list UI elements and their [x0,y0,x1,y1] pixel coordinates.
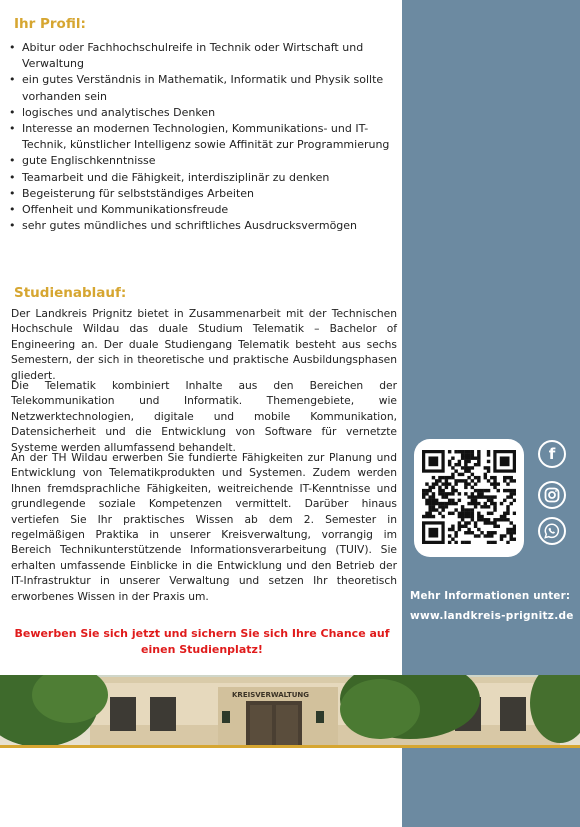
building-photo [0,675,580,745]
whatsapp-icon[interactable] [538,517,566,545]
profile-list [8,40,393,234]
list-item: • Interesse an modernen Technologien, Kommunikations- und IT-Technik, künstlicher Intelligenz sowie Affinität zur Programmierung [8,121,393,153]
instagram-icon[interactable] [538,481,566,509]
more-info-label: Mehr Informationen unter: [410,590,571,602]
list-item: • ein gutes Verständnis in Mathematik, Informatik und Physik sollte vorhanden sein [8,72,393,104]
studies-paragraph: An der TH Wildau erwerben Sie fundierte Fähigkeiten zur Planung und Entwicklung von Telematikprodukten und Systemen. Zudem werden Ihnen fremdsprachliche Fähigkeiten, weitreichende IT-Kenntnisse und grundlegende soziale Kompetenzen vermittelt. Darüber hinaus vertiefen Sie Ihr praktisches Wissen ab dem 2. Semester in regelmäßigen Praktika in unserer Kreisverwaltung, vorrangig im Bereich Technikunterstützende Informationsverarbeitung (TUIV). Sie erhalten umfassende Einblicke in die Entwicklung und den Betrieb der IT-Infrastruktur in unserer Verwaltung und setzen Ihr theoretisch erworbenes Wissen in der Praxis um. [11,451,397,603]
studies-heading: Studienablauf: [14,285,127,301]
cta-line: Bewerben Sie sich jetzt und sichern Sie sich Ihre Chance auf [14,627,390,640]
instagram-glyph [544,487,560,503]
list-item: • Offenheit und Kommunikationsfreude [8,202,393,218]
cta-line: einen Studienplatz! [141,643,263,656]
list-item: • Teamarbeit und die Fähigkeit, interdisziplinär zu denken [8,170,393,186]
list-item: • sehr gutes mündliches und schriftliches Ausdrucksvermögen [8,218,393,234]
qr-code-card[interactable] [414,439,524,557]
qr-code-icon[interactable] [422,450,516,544]
list-item: • logisches und analytisches Denken [8,105,393,121]
list-item: • Abitur oder Fachhochschulreife in Technik oder Wirtschaft und Verwaltung [8,40,393,72]
profile-heading: Ihr Profil: [14,16,86,32]
facebook-icon[interactable]: f [538,440,566,468]
list-item: • gute Englischkenntnisse [8,153,393,169]
call-to-action [11,626,393,658]
studies-paragraph: Die Telematik kombiniert Inhalte aus den Bereichen der Telekommunikation und Informatik. Themengebiete, wie Netzwerktechnologien, digitale und mobile Kommunikation, Datensicherheit und die Entwicklung von Software für vernetzte Systeme werden allumfassend behandelt. [11,379,397,454]
list-item: • Begeisterung für selbstständiges Arbeiten [8,186,393,202]
building-sign: KREISVERWALTUNG [232,691,310,699]
whatsapp-glyph [543,522,561,540]
studies-paragraph: Der Landkreis Prignitz bietet in Zusammenarbeit mit der Technischen Hochschule Wildau das duale Studium Telematik – Bachelor of Engineering an. Der duale Studiengang Telematik besteht aus sechs Semestern, der sich in theoretische und praktische Ausbildungsphasen gliedert. [11,307,397,382]
bottom-margin [0,748,402,827]
website-link[interactable]: www.landkreis-prignitz.de [410,610,574,622]
